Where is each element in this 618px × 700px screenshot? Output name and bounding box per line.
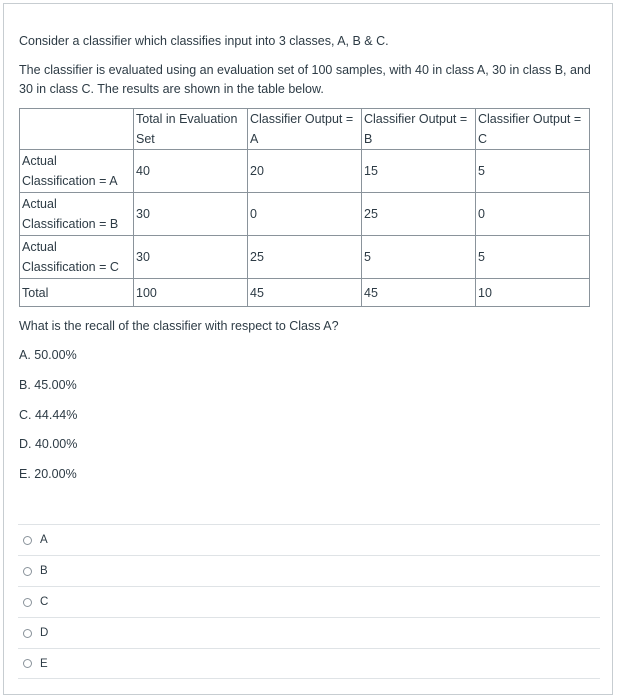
question-prompt: What is the recall of the classifier with respect to Class A? bbox=[19, 319, 339, 333]
choice-option: A. 50.00% bbox=[19, 348, 77, 362]
table-row-label: Actual Classification = B bbox=[20, 193, 134, 236]
answer-label: C bbox=[40, 596, 49, 608]
table-row bbox=[20, 236, 590, 279]
question-evaluation-text: The classifier is evaluated using an evaluation set of 100 samples, with 40 in class A, 30 in class B, and 30 in class C. The results are shown in the table below. bbox=[19, 63, 591, 96]
table-cell: 5 bbox=[476, 236, 590, 279]
table-header-cell bbox=[20, 109, 134, 150]
table-cell: 10 bbox=[476, 279, 590, 307]
table-cell: 45 bbox=[362, 279, 476, 307]
question-intro: Consider a classifier which classifies input into 3 classes, A, B & C. bbox=[19, 34, 389, 48]
table-header-cell: Classifier Output = C bbox=[476, 109, 590, 150]
answer-option-b[interactable] bbox=[18, 555, 600, 586]
table-cell: 20 bbox=[248, 150, 362, 193]
table-row bbox=[20, 193, 590, 236]
answer-option-d[interactable] bbox=[18, 617, 600, 648]
table-cell: 45 bbox=[248, 279, 362, 307]
choice-option: C. 44.44% bbox=[19, 407, 78, 422]
table-cell: 5 bbox=[362, 236, 476, 279]
question-card bbox=[3, 3, 613, 695]
choice-option: B. 45.00% bbox=[19, 377, 77, 392]
table-cell: 100 bbox=[134, 279, 248, 307]
answer-label: A bbox=[40, 534, 48, 546]
results-table bbox=[19, 108, 590, 307]
table-row-label: Actual Classification = C bbox=[20, 236, 134, 279]
table-cell: 5 bbox=[476, 150, 590, 193]
answer-option-e[interactable] bbox=[18, 648, 600, 679]
table-total-row bbox=[20, 279, 590, 307]
question-content bbox=[19, 32, 599, 495]
table-cell: 0 bbox=[476, 193, 590, 236]
radio-button[interactable] bbox=[23, 536, 32, 545]
choice-option: E. 20.00% bbox=[19, 467, 77, 482]
answer-radio-group bbox=[18, 524, 600, 679]
answer-label: D bbox=[40, 627, 49, 639]
table-header-row bbox=[20, 109, 590, 150]
table-row-label: Actual Classification = A bbox=[20, 150, 134, 193]
answer-option-c[interactable] bbox=[18, 586, 600, 617]
table-row-label: Total bbox=[20, 279, 134, 307]
table-cell: 30 bbox=[134, 193, 248, 236]
radio-button[interactable] bbox=[23, 629, 32, 638]
table-header-cell: Classifier Output = A bbox=[248, 109, 362, 150]
table-cell: 40 bbox=[134, 150, 248, 193]
answer-label: B bbox=[40, 565, 48, 577]
radio-button[interactable] bbox=[23, 598, 32, 607]
choice-list bbox=[19, 346, 599, 484]
radio-button[interactable] bbox=[23, 659, 32, 668]
table-cell: 25 bbox=[248, 236, 362, 279]
table-row bbox=[20, 150, 590, 193]
answer-option-a[interactable] bbox=[18, 524, 600, 555]
table-cell: 30 bbox=[134, 236, 248, 279]
table-cell: 0 bbox=[248, 193, 362, 236]
table-cell: 15 bbox=[362, 150, 476, 193]
table-header-cell: Total in Evaluation Set bbox=[134, 109, 248, 150]
radio-button[interactable] bbox=[23, 567, 32, 576]
table-header-cell: Classifier Output = B bbox=[362, 109, 476, 150]
choice-option: D. 40.00% bbox=[19, 437, 78, 452]
answer-label: E bbox=[40, 657, 48, 670]
table-cell: 25 bbox=[362, 193, 476, 236]
